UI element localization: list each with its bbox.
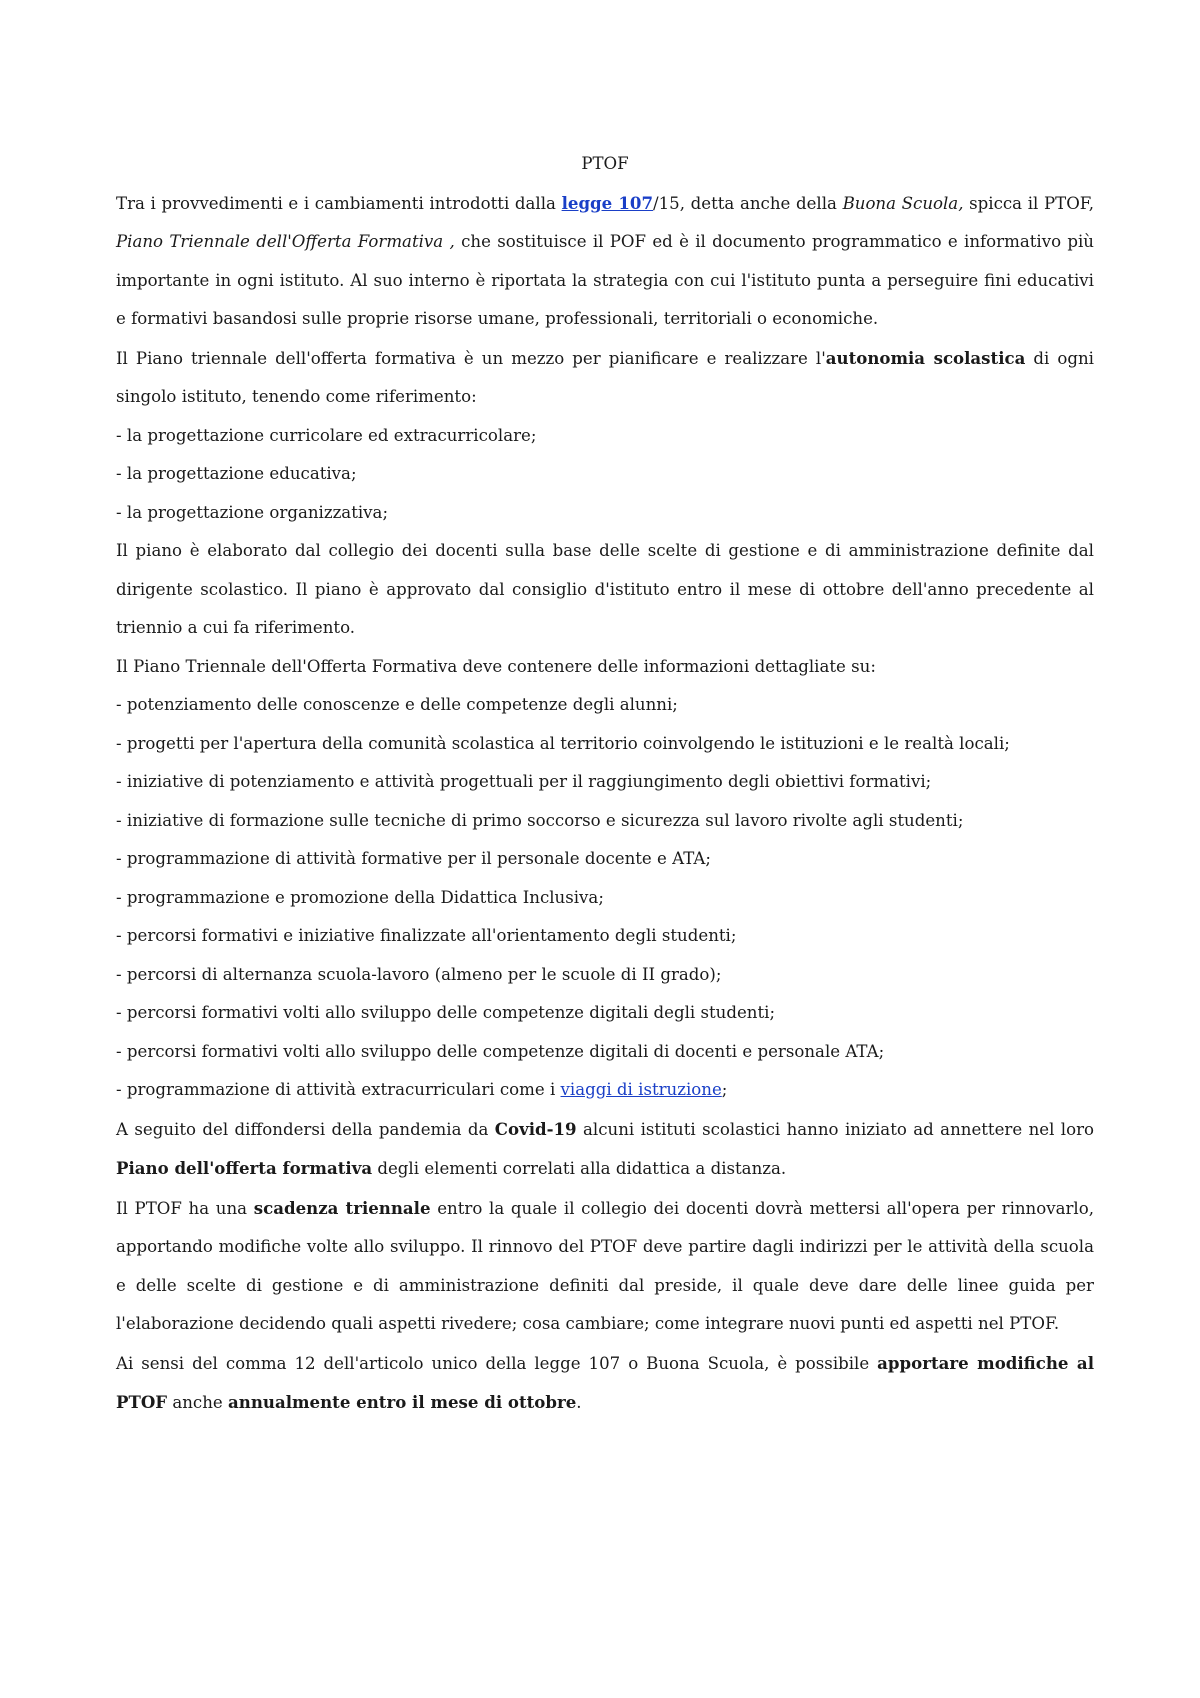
link-legge-107[interactable]: legge 107 [561, 192, 653, 213]
list-item: - potenziamento delle conoscenze e delle competenze degli alunni; [116, 695, 678, 714]
paragraph-elaborazione: Il piano è elaborato dal collegio dei docenti sulla base delle scelte di gestione e di amministrazione definite dal dirigente scolastico. Il piano è approvato dal consiglio d'istituto entro il mese di ottobre dell'anno precedente al triennio a cui fa riferimento. [116, 541, 1094, 637]
text: A seguito del diffondersi della pandemia da [116, 1119, 495, 1139]
list-item: - la progettazione educativa; [116, 464, 357, 483]
text: ; [721, 1080, 728, 1099]
list-item: - progetti per l'apertura della comunità scolastica al territorio coinvolgendo le istituzioni e le realtà locali; [116, 733, 1010, 753]
text: /15, detta anche della [653, 193, 843, 213]
bold-scadenza-triennale: scadenza triennale [253, 1197, 431, 1218]
text: . [576, 1393, 582, 1412]
list-item: - la progettazione organizzativa; [116, 502, 389, 522]
text: spicca il PTOF, [963, 193, 1094, 213]
text: alcuni istituti scolastici hanno iniziato ad annettere nel loro [576, 1119, 1095, 1139]
text: degli elementi correlati alla didattica a distanza. [372, 1159, 787, 1178]
bold-piano-offerta: Piano dell'offerta formativa [116, 1158, 373, 1178]
bold-apportare-modifiche: apportare modifiche al PTOF [116, 1352, 1094, 1412]
paragraph-intro [116, 184, 1094, 339]
text: che sostituisce il POF ed è il documento programmatico e informativo più importante in ogni istituto. Al suo interno è riportata la strategia con cui l'istituto punta a perseguire fini educativi e formativi basandosi sulle proprie risorse umane, professionali, territoriali o economiche. [116, 232, 1094, 328]
list-item: - percorsi formativi e iniziative finalizzate all'orientamento degli studenti; [116, 926, 737, 945]
list-contenuti [116, 686, 1094, 1110]
text: anche [167, 1393, 228, 1412]
paragraph-scadenza [116, 1189, 1094, 1344]
list-item: - iniziative di formazione sulle tecniche di primo soccorso e sicurezza sul lavoro rivolte agli studenti; [116, 810, 964, 830]
text: Il PTOF ha una [116, 1198, 254, 1218]
text: Tra i provvedimenti e i cambiamenti introdotti dalla [116, 193, 562, 213]
list-item: - la progettazione curricolare ed extracurricolare; [116, 425, 537, 445]
list-item: - programmazione e promozione della Didattica Inclusiva; [116, 887, 604, 907]
text: - programmazione di attività extracurriculari come i [116, 1080, 561, 1099]
text: Il Piano triennale dell'offerta formativa è un mezzo per pianificare e realizzare l' [116, 348, 826, 368]
paragraph-autonomia [116, 339, 1094, 417]
bold-autonomia-scolastica: autonomia scolastica [825, 347, 1026, 368]
text: entro la quale il collegio dei docenti dovrà mettersi all'opera per rinnovarlo, apportando modifiche volte allo sviluppo. Il rinnovo del PTOF deve partire dagli indirizzi per le attività della scuola e delle scelte di gestione e di amministrazione definiti dal preside, il quale deve dare delle linee guida per l'elaborazione decidendo quali aspetti rivedere; cosa cambiare; come integrare nuovi punti ed aspetti nel PTOF. [116, 1198, 1095, 1333]
italic-ptof-name: Piano Triennale dell'Offerta Formativa , [116, 232, 455, 251]
text: Ai sensi del comma 12 dell'articolo unico della legge 107 o Buona Scuola, è possibile [116, 1353, 878, 1373]
italic-buona-scuola: Buona Scuola, [842, 193, 964, 213]
list-item [116, 1071, 1094, 1110]
list-item: - iniziative di potenziamento e attività progettuali per il raggiungimento degli obiettivi formativi; [116, 772, 932, 791]
list-item: - percorsi formativi volti allo sviluppo delle competenze digitali di docenti e personale ATA; [116, 1041, 885, 1061]
list-riferimento [116, 417, 1094, 533]
list-item: - percorsi di alternanza scuola-lavoro (almeno per le scuole di II grado); [116, 964, 722, 984]
list-item: - percorsi formativi volti allo sviluppo delle competenze digitali degli studenti; [116, 1003, 776, 1022]
bold-annualmente: annualmente entro il mese di ottobre [228, 1392, 577, 1412]
paragraph-modifiche [116, 1344, 1094, 1423]
paragraph-covid [116, 1110, 1094, 1189]
text: di ogni singolo istituto, tenendo come riferimento: [116, 348, 1094, 406]
link-viaggi-di-istruzione[interactable]: viaggi di istruzione [560, 1080, 722, 1099]
page-title: PTOF [581, 154, 629, 173]
list-item: - programmazione di attività formative per il personale docente e ATA; [116, 849, 711, 868]
bold-covid-19: Covid-19 [494, 1118, 577, 1139]
paragraph-contenuti-intro: Il Piano Triennale dell'Offerta Formativa deve contenere delle informazioni dettagliate su: [116, 656, 876, 676]
